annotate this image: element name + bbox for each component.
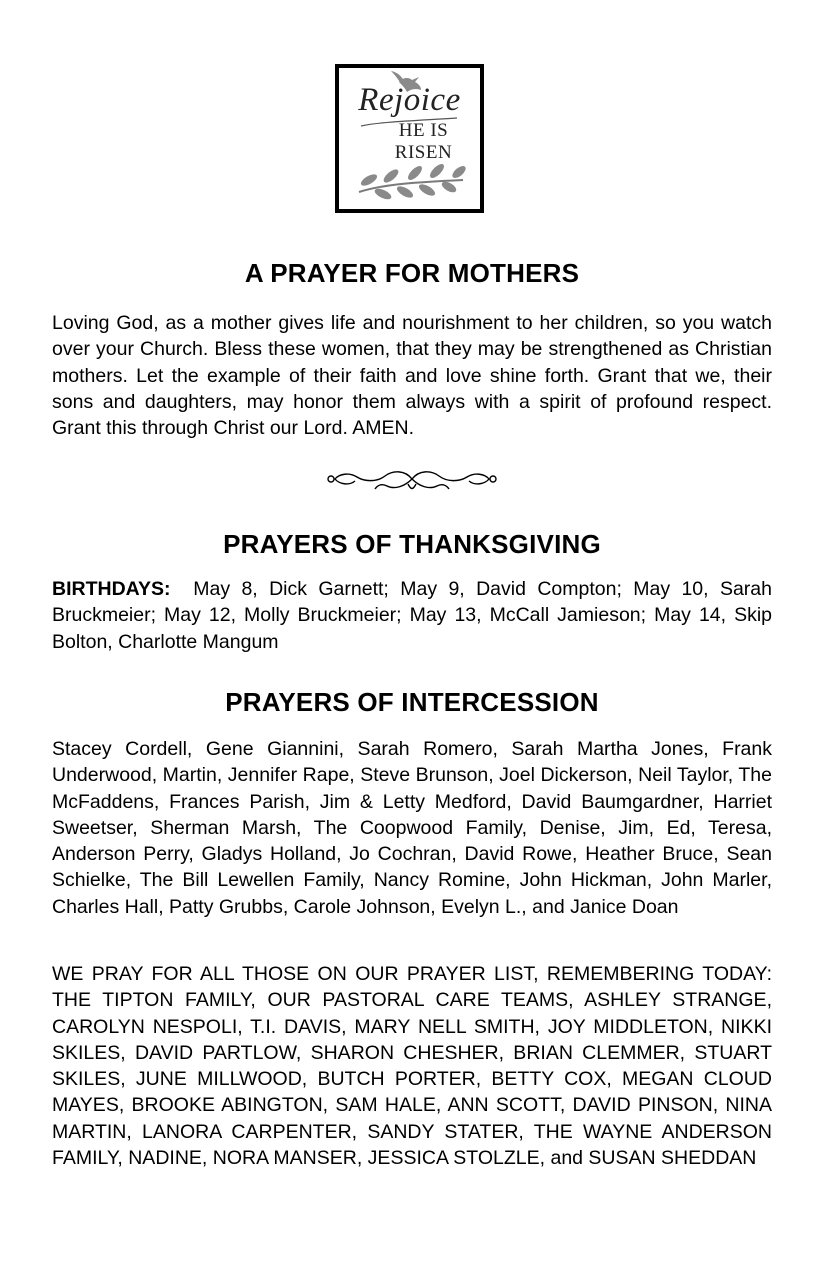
birthdays-list: May 8, Dick Garnett; May 9, David Compton; May 10, Sarah Bruckmeier; May 12, Molly Bruckmeier; May 13, McCall Jamieson; May 14, Skip Bolton, Charlotte Mangum (52, 578, 772, 653)
birthdays-label: BIRTHDAYS: (52, 578, 171, 600)
logo-risen-text: RISEN (394, 142, 453, 163)
prayer-list-text: WE PRAY FOR ALL THOSE ON OUR PRAYER LIST, REMEMBERING TODAY: THE TIPTON FAMILY, OUR PASTORAL CARE TEAMS, ASHLEY STRANGE, CAROLYN NESPOLI, T.I. DAVIS, MARY NELL SMITH, JOY MIDDLETON, NIKKI SKILES, DAVID PARTLOW, SHARON CHESHER, BRIAN CLEMMER, STUART SKILES, JUNE MILLWOOD, BUTCH PORTER, BETTY COX, MEGAN CLOUD MAYES, BROOKE ABINGTON, SAM HALE, ANN SCOTT, DAVID PINSON, NINA MARTIN, LANORA CARPENTER, SANDY STATER, THE WAYNE ANDERSON FAMILY, NADINE, NORA MANSER, JESSICA STOLZLE, and SUSAN SHEDDAN (52, 963, 772, 1170)
thanksgiving-heading: PRAYERS OF THANKSGIVING (223, 529, 601, 559)
mothers-heading: A PRAYER FOR MOTHERS (244, 258, 580, 288)
flourish-divider-icon (325, 462, 500, 496)
logo-rejoice-text: Rejoice (358, 82, 461, 118)
rejoice-logo (335, 64, 484, 213)
olive-branch-icon (359, 162, 468, 202)
birthdays-paragraph (52, 576, 772, 655)
intercession-heading: PRAYERS OF INTERCESSION (225, 687, 599, 717)
logo-he-is-text: HE IS (398, 120, 449, 141)
mothers-prayer-text: Loving God, as a mother gives life and nourishment to her children, so you watch over your Church. Bless these women, that they may be strengthened as Christian mothers. Let the example of their faith and love shine forth. Grant that we, their sons and daughters, may honor them always with a spirit of profound respect. Grant this through Christ our Lord. AMEN. (52, 312, 772, 440)
intercession-names: Stacey Cordell, Gene Giannini, Sarah Romero, Sarah Martha Jones, Frank Underwood, Martin, Jennifer Rape, Steve Brunson, Joel Dickerson, Neil Taylor, The McFaddens, Frances Parish, Jim & Letty Medford, David Baumgardner, Harriet Sweetser, Sherman Marsh, The Coopwood Family, Denise, Jim, Ed, Teresa, Anderson Perry, Gladys Holland, Jo Cochran, David Rowe, Heather Bruce, Sean Schielke, The Bill Lewellen Family, Nancy Romine, John Hickman, John Marler, Charles Hall, Patty Grubbs, Carole Johnson, Evelyn L., and Janice Doan (52, 738, 772, 918)
